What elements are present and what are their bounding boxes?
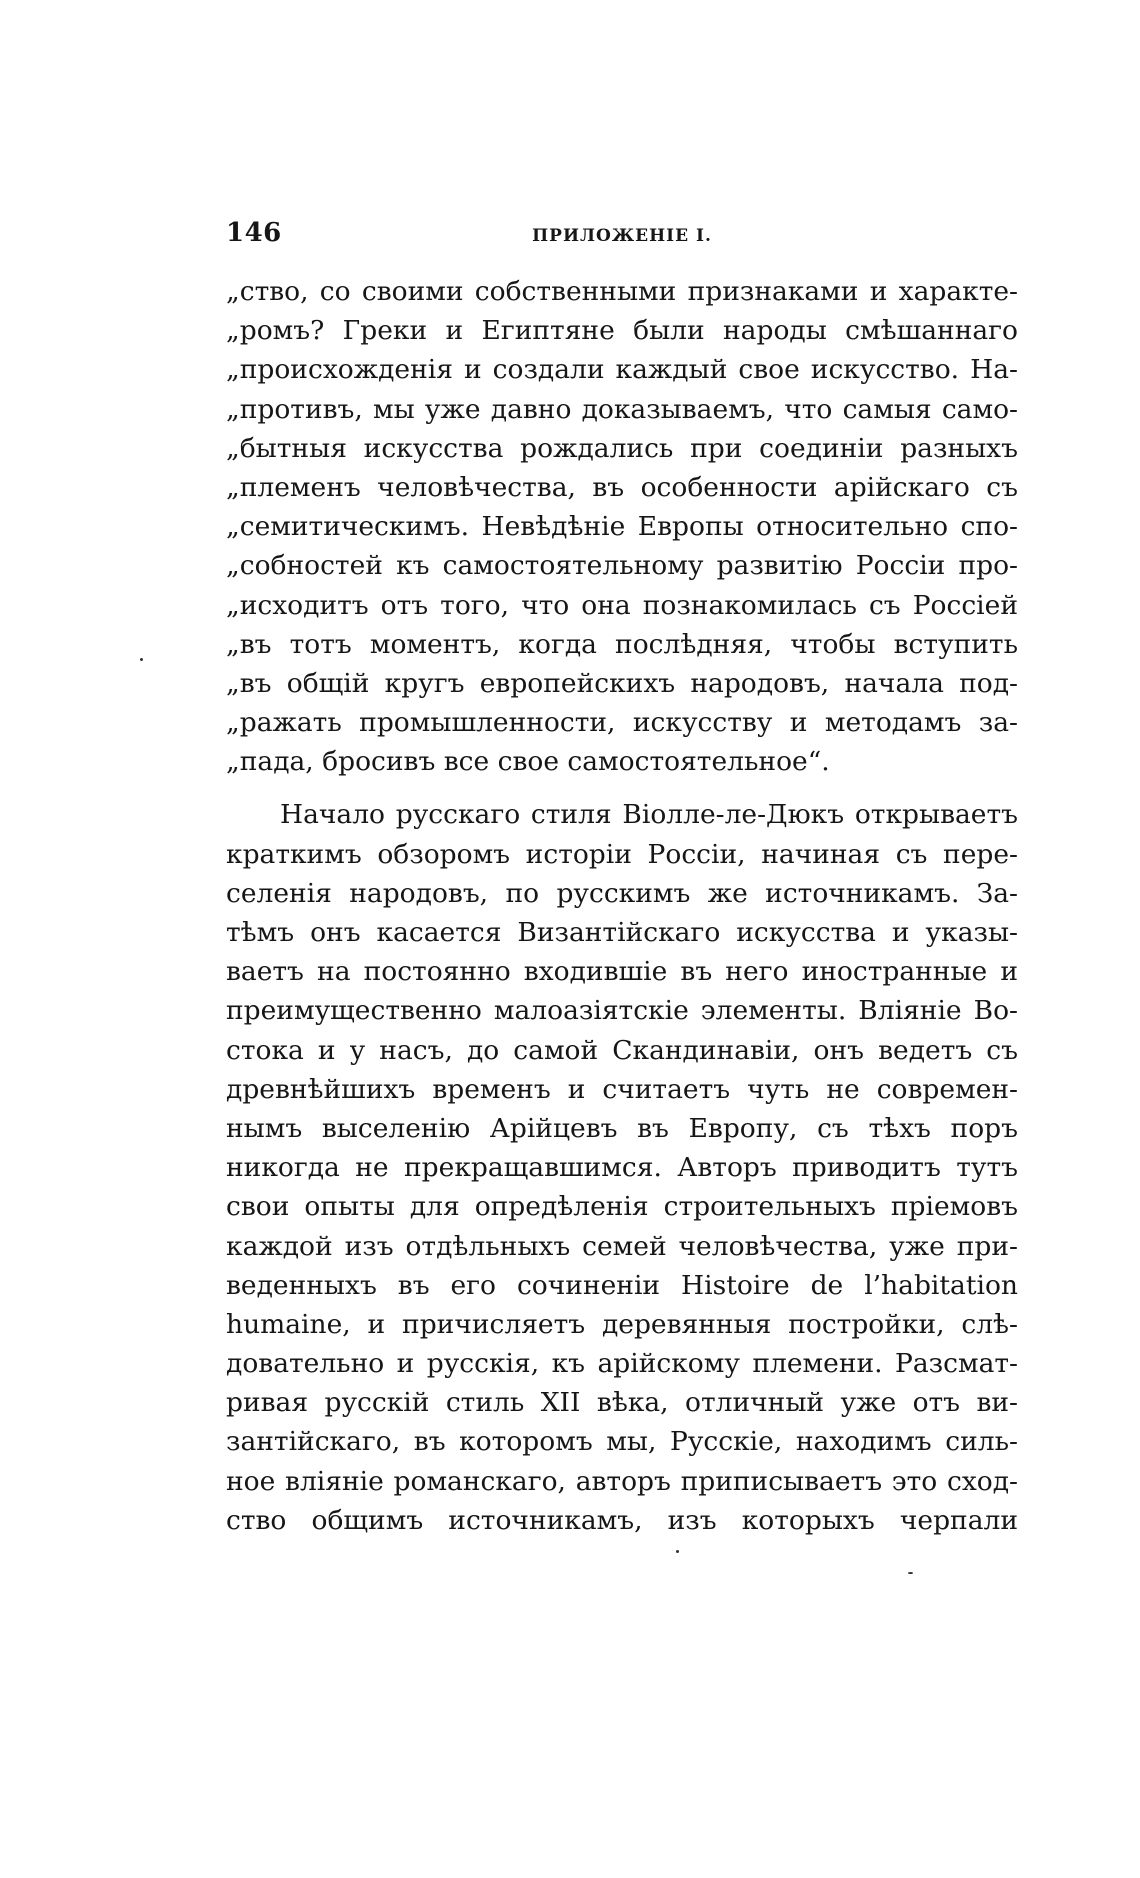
text-line: ство общимъ источникамъ, изъ которыхъ черпали [226,1504,1018,1536]
text-line: тѣмъ онъ касается Византійскаго искусства и указы- [226,917,1018,948]
text-line: „племенъ человѣчества, въ особенности арійскаго съ [226,471,1018,503]
text-line: краткимъ обзоромъ исторіи Россіи, начиная съ пере- [226,838,1018,870]
text-line: никогда не прекращавшимся. Авторъ приводитъ тутъ [226,1152,1018,1184]
page-number: 146 [226,218,282,248]
text-line: селенія народовъ, по русскимъ же источникамъ. За- [226,877,1018,909]
body-text [226,272,1018,1540]
text-line: свои опыты для опредѣленія строительныхъ пріемовъ [226,1191,1018,1223]
running-head: ПРИЛОЖЕНІЕ I. [532,226,712,246]
text-line: нымъ выселенію Арійцевъ въ Европу, съ тѣхъ поръ [226,1112,1018,1144]
paragraph-quote-continuation [226,272,1018,781]
text-line: Начало русскаго стиля Віолле-ле-Дюкъ открываетъ [280,799,1018,831]
text-line: „противъ, мы уже давно доказываемъ, что самыя само- [226,393,1018,425]
text-line: humaine, и причисляетъ деревянныя постройки, слѣ- [226,1308,1018,1340]
scan-speck [676,1550,679,1553]
text-line: „бытныя искусства рождались при соединіи разныхъ [226,432,1018,464]
text-line: преимущественно малоазіятскіе элементы. Вліяніе Во- [226,995,1018,1027]
text-line: веденныхъ въ его сочиненіи Histoire de l’habitation [226,1269,1018,1301]
text-line: „въ тотъ моментъ, когда послѣдняя, чтобы вступить [226,628,1018,660]
text-line: каждой изъ отдѣльныхъ семей человѣчества, уже при- [226,1230,1018,1262]
text-line: „пада, бросивъ все свое самостоятельное“. [226,746,830,778]
text-line: ное вліяніе романскаго, авторъ приписываетъ это сход- [226,1465,1018,1497]
text-line: ривая русскій стиль XII вѣка, отличный уже отъ ви- [226,1387,1018,1419]
text-line: „семитическимъ. Невѣдѣніе Европы относительно спо- [226,511,1018,543]
paragraph-gap [226,781,1018,795]
text-line: „ромъ? Греки и Египтяне были народы смѣшаннаго [226,315,1018,347]
text-line: ваетъ на постоянно входившіе въ него иностранные и [226,956,1018,988]
scan-speck [908,1572,913,1574]
text-line: „происхожденія и создали каждый свое искусство. На- [226,354,1018,386]
text-line: зантійскаго, въ которомъ мы, Русскіе, находимъ силь- [226,1426,1018,1458]
text-line: довательно и русскія, къ арійскому племени. Разсмат- [226,1348,1018,1380]
text-line: стока и у насъ, до самой Скандинавіи, онъ ведетъ съ [226,1034,1018,1066]
text-line: „исходитъ отъ того, что она познакомилась съ Россіей [226,589,1018,621]
text-line: „ство, со своими собственными признаками и характе- [226,276,1018,307]
text-line: „собностей къ самостоятельному развитію Россіи про- [226,550,1018,582]
text-line: древнѣйшихъ временъ и считаетъ чуть не современ- [226,1073,1018,1105]
text-line: „въ общій кругъ европейскихъ народовъ, начала под- [226,667,1018,699]
paragraph-viollet-le-duc [226,795,1018,1540]
page-header [226,216,1018,256]
text-line: „ражать промышленности, искусству и методамъ за- [226,707,1018,739]
scan-speck [140,658,143,661]
